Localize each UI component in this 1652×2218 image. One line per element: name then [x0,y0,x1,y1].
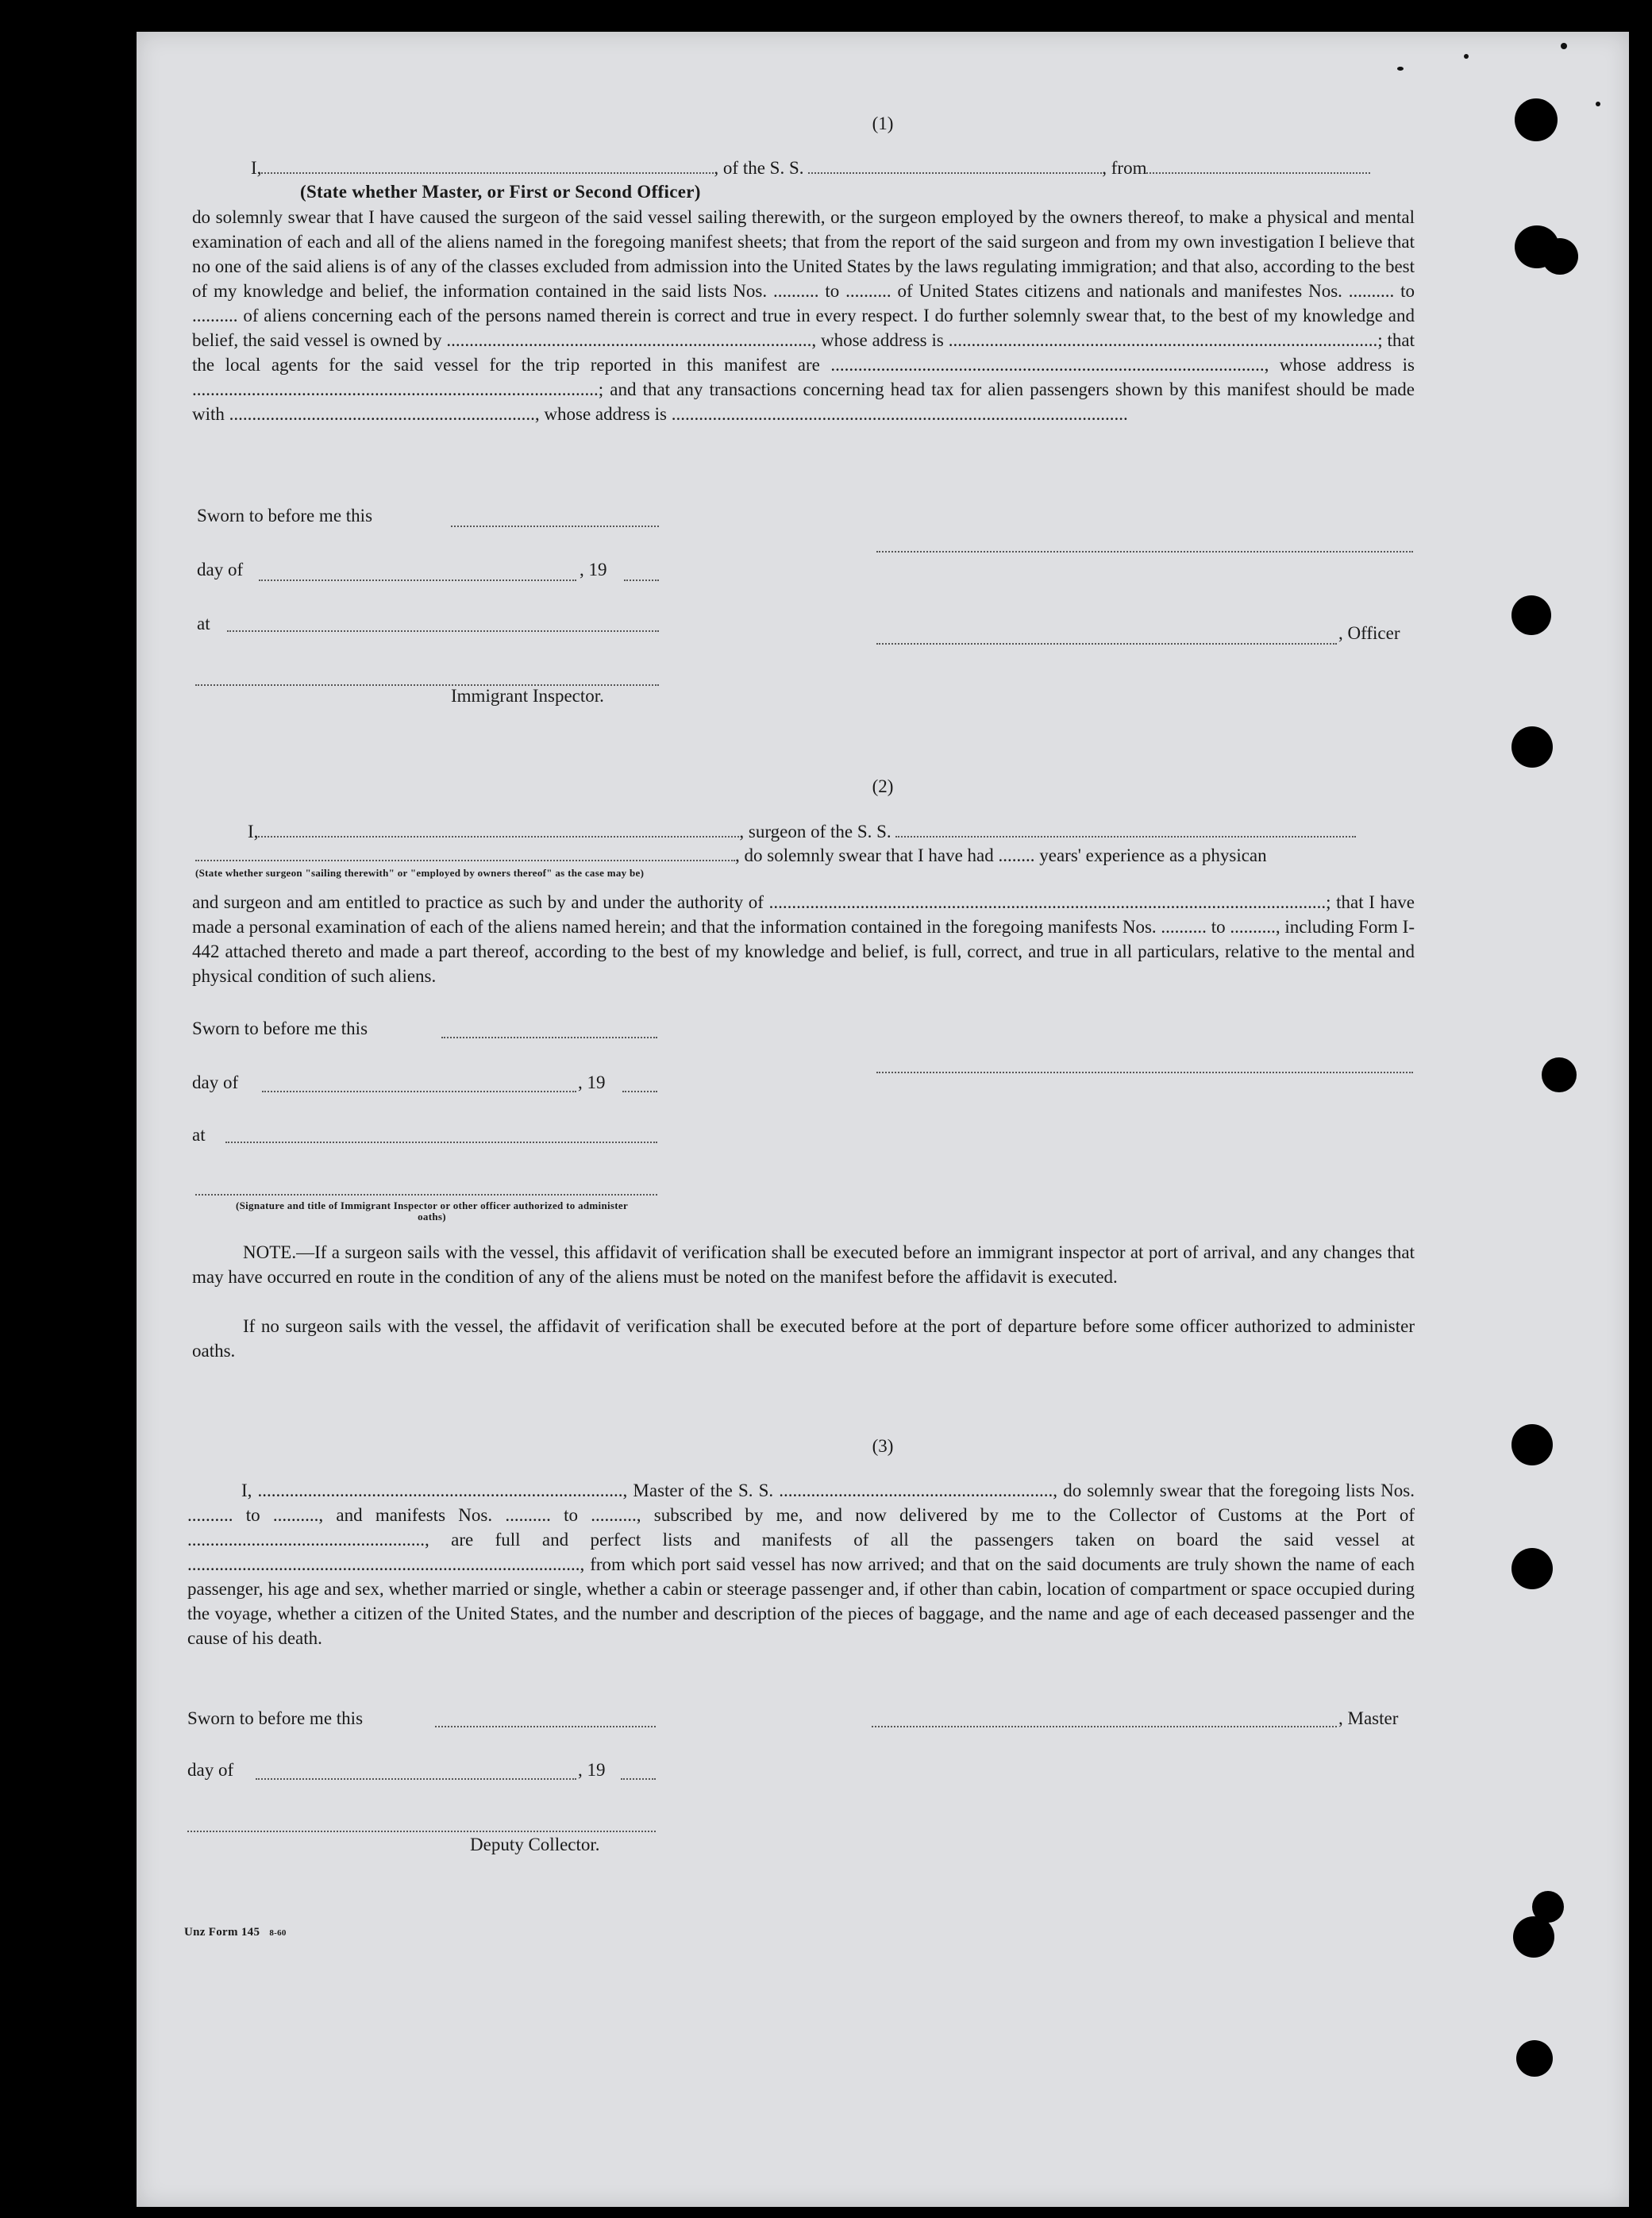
surgeon-name-field[interactable] [258,822,739,838]
vessel-name-field-2[interactable] [895,822,1356,838]
officer-rank-field[interactable] [261,158,714,174]
sworn-label-3: Sworn to before me this [187,1708,364,1728]
year-field-3[interactable] [621,1777,656,1780]
master-signature-field[interactable] [872,1724,1337,1727]
inspector-label: Immigrant Inspector. [451,686,604,706]
section-3-number: (3) [872,1436,894,1456]
sworn-date-field-1[interactable] [451,524,659,527]
note-paragraph-1 [192,1240,1415,1289]
sworn-date-field-2[interactable] [441,1035,657,1038]
speck [1561,43,1567,49]
from-label: , from [1102,158,1147,178]
note-2-text: If no surgeon sails with the vessel, the affidavit of verification shall be executed before at the port of departure before some officer authorized to administer oaths. [192,1316,1415,1361]
surgeon-ss-label: , surgeon of the S. S. [739,822,891,841]
form-code: 8-60 [269,1928,287,1938]
section-1-body: do solemnly swear that I have caused the surgeon of the said vessel sailing therewith, or the surgeon employed by the owners thereof, to make a physical and mental examination of each and all of the aliens named in the foregoing manifest sheets; that from the report of the said surgeon and from my own investigation I believe that no one of the said aliens is of any of the classes excluded from admission into the United States by the laws regulating immigration; and that also, according to the best of my knowledge and belief, the information contained in the said lists Nos. .......... to .......... of United States citizens and nationals and manifestes Nos. .......... to .......... of aliens concerning each of the persons named therein is correct and true in every respect. I do further solemnly swear that, to the best of my knowledge and belief, the said vessel is owned by ................................................................................, whose address is ..............................................................................................; that the local agents for the said vessel for the trip reported in this manifest are ..............................................................................................., whose address is .........................................................................................; and that any transactions concerning head tax for alien passengers shown by this manifest should be made with ..................................................................., whose address is .................................................................................................... [192,207,1415,424]
sworn-date-field-3[interactable] [435,1724,656,1727]
section-3-body: I, ................................................................................, Master of the S. S. ............................................................, do solemnly swear that the foregoing lists Nos. .......... to .........., and manifests Nos. .......... to .........., subscribed by me, and now delivered by me to the Collector of Customs at the Port of ...................................................., are full and perfect lists and manifests of all the passengers taken on board the said vessel at ......................................................................................, from which port said vessel has now arrived; and that on the said documents are truly shown the name of each passenger, his age and sex, whether married or single, whether a cabin or steerage passenger and, if other than cabin, location of compartment or space occupied during the voyage, whether a citizen of the United States, and the number and description of the pieces of baggage, and the name and age of each deceased passenger and the cause of his death. [187,1481,1415,1648]
section-1-number: (1) [872,114,894,133]
vessel-name-field[interactable] [808,158,1102,174]
day-field-2[interactable] [262,1089,576,1092]
section-2-second-line [195,845,1267,866]
year-field-1[interactable] [624,578,659,581]
i-label: I, [248,822,259,841]
sworn-label-2: Sworn to before me this [192,1019,368,1038]
section-2-number: (2) [872,776,894,796]
section-1-opening-line [251,158,1370,179]
binder-hole [1511,595,1551,635]
day-field-1[interactable] [259,578,576,581]
binder-hole [1516,2040,1553,2077]
surgeon-status-instruction: (State whether surgeon "sailing therewith" or "employed by owners thereof" as the case may be) [195,867,645,879]
officer-rank-instruction: (State whether Master, or First or Second Officer) [300,182,701,202]
day-of-label-3: day of [187,1760,234,1780]
binder-hole [1542,238,1578,275]
day-field-3[interactable] [256,1777,576,1780]
binder-hole [1542,1057,1577,1092]
note-paragraph-2 [192,1314,1415,1363]
of-ss-label: , of the S. S. [714,158,804,178]
surgeon-status-field[interactable] [195,845,735,861]
master-label: , Master [1338,1708,1399,1728]
signature-line-1[interactable] [876,549,1413,553]
form-name: Unz Form 145 [184,1926,260,1939]
signature-instruction: (Signature and title of Immigrant Inspector or other officer authorized to administer oaths) [235,1199,629,1223]
speck [1397,67,1404,71]
year-label-2: , 19 [578,1072,606,1092]
year-field-2[interactable] [622,1089,657,1092]
binder-hole [1513,1916,1554,1958]
collector-label: Deputy Collector. [470,1835,600,1854]
speck [1596,102,1600,106]
form-number [184,1926,287,1939]
sworn-label-1: Sworn to before me this [197,506,373,526]
from-port-field[interactable] [1146,158,1370,174]
experience-text: , do solemnly swear that I have had ........ years' experience as a physican [735,845,1267,865]
inspector-signature-field-2[interactable] [195,1192,657,1196]
note-1-text: NOTE.—If a surgeon sails with the vessel, this affidavit of verification shall be executed before an immigrant inspector at port of arrival, and any changes that may have occurred en route in the condition of any of the aliens must be noted on the manifest before the affidavit is executed. [192,1242,1415,1287]
day-of-label-1: day of [197,560,244,580]
at-field-1[interactable] [227,629,659,632]
collector-signature-field[interactable] [187,1829,656,1832]
at-label-1: at [197,614,210,633]
signature-line-2[interactable] [876,1070,1413,1073]
section-2-body: and surgeon and am entitled to practice as such by and under the authority of ..........................................................................................................................; that I have made a personal examination of each of the aliens named herein; and that the information contained in the foregoing manifests Nos. .......... to .........., including Form I-442 attached thereto and made a part thereof, according to the best of my knowledge and belief, is full, correct, and true in all particulars, relative to the mental and physical condition of such aliens. [192,892,1415,986]
at-label-2: at [192,1125,206,1145]
binder-hole [1511,726,1553,768]
year-label-1: , 19 [580,560,607,580]
officer-signature-field[interactable] [876,641,1337,645]
speck [1464,54,1469,59]
year-label-3: , 19 [578,1760,606,1780]
officer-label: , Officer [1338,623,1400,643]
at-field-2[interactable] [225,1140,657,1143]
i-label: I, [251,158,262,178]
section-2-opening-line [248,822,1356,842]
binder-hole [1511,1548,1553,1589]
day-of-label-2: day of [192,1072,239,1092]
